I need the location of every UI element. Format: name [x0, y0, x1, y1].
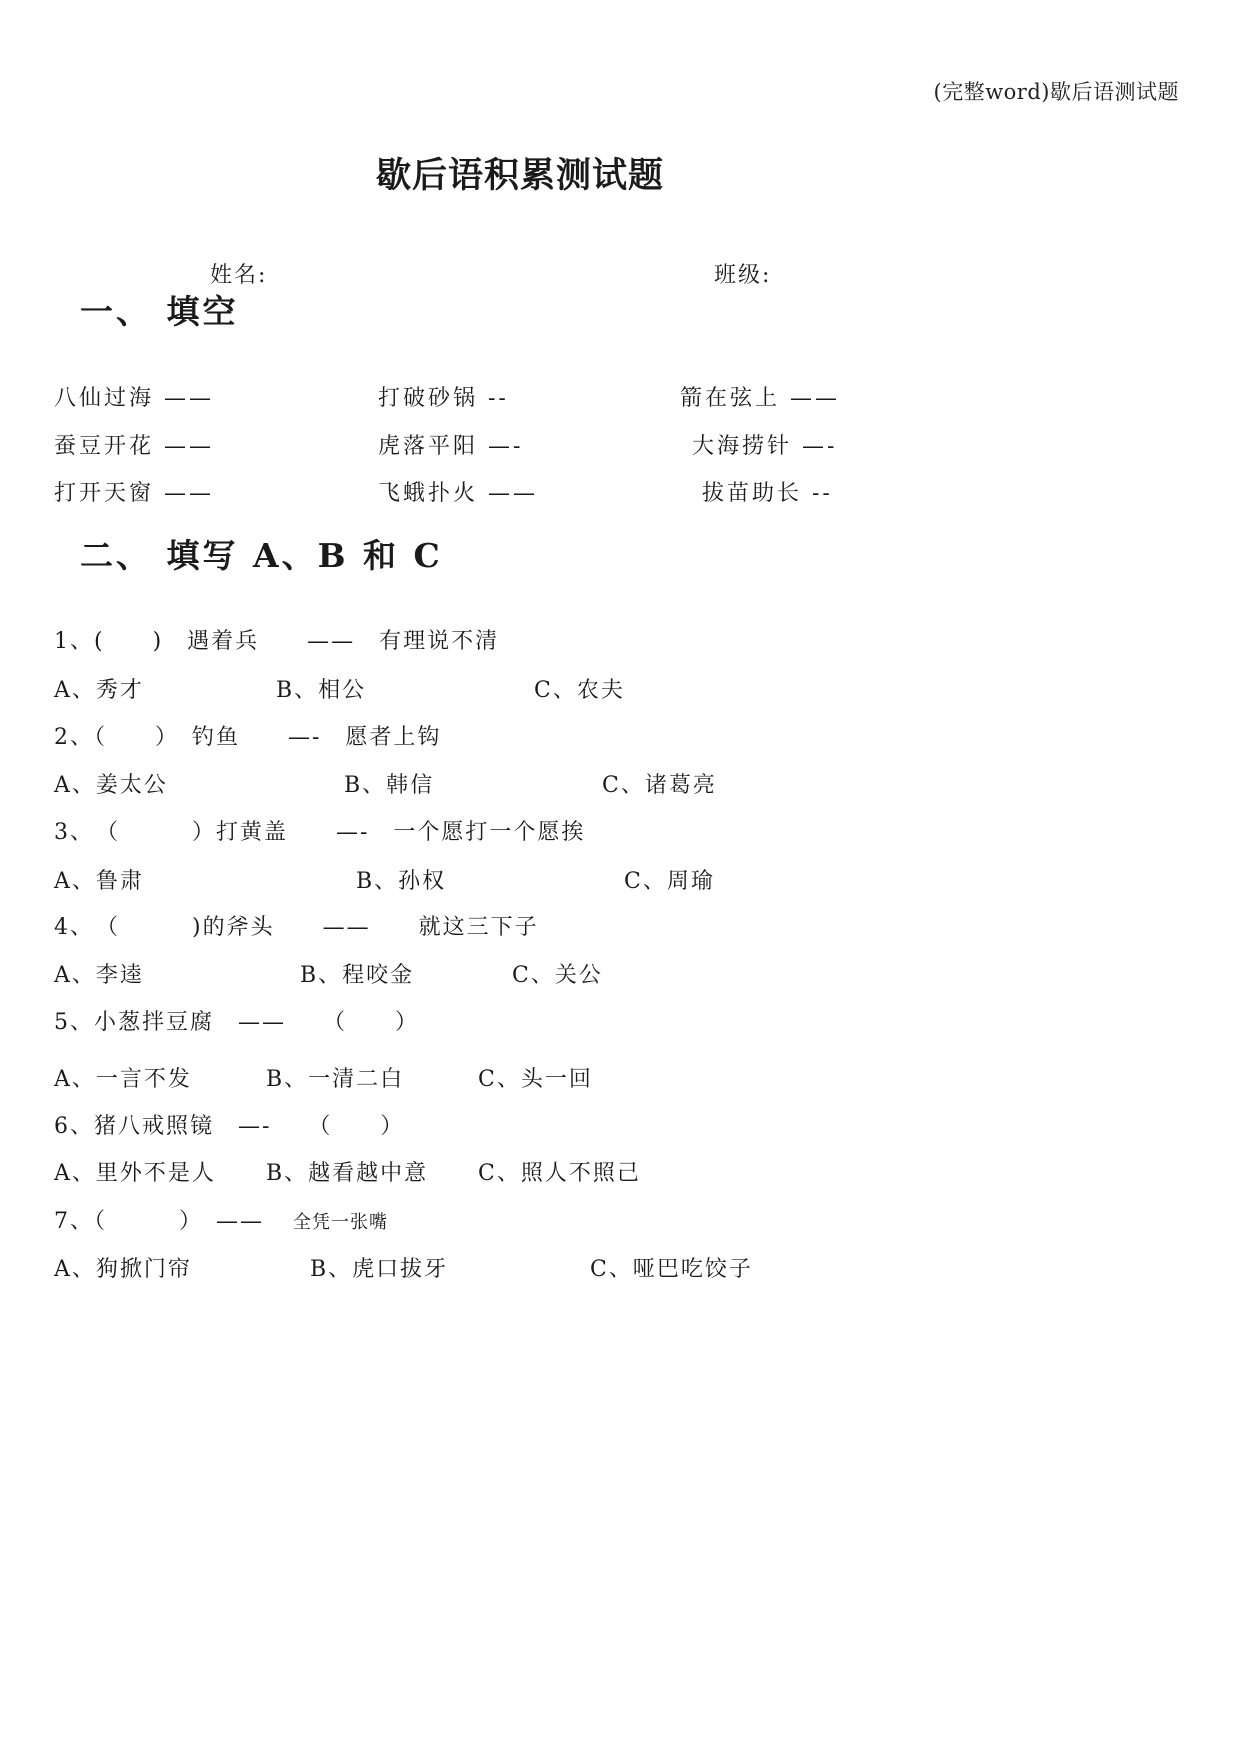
- section-2-heading: 二、 填写 A、B 和 C: [80, 536, 443, 575]
- fill-item: 打破砂锅 --: [378, 386, 509, 411]
- answer-option: A、狗掀门帘: [54, 1257, 192, 1282]
- fill-item: 箭在弦上 ——: [680, 386, 840, 411]
- fill-item: 蚕豆开花 ——: [54, 434, 214, 459]
- answer-option: B、越看越中意: [266, 1161, 429, 1186]
- answer-option: A、鲁肃: [54, 869, 144, 894]
- answer-option: A、姜太公: [54, 773, 168, 798]
- question-stem: 5、小葱拌豆腐 —— （ ）: [54, 1010, 419, 1035]
- question-stem-main: 7、（ ） ——: [54, 1209, 264, 1234]
- answer-option: B、程咬金: [300, 963, 415, 988]
- answer-option: B、一清二白: [266, 1067, 405, 1092]
- fill-item: 大海捞针 —-: [692, 434, 838, 459]
- class-field-label: 班级:: [714, 263, 772, 288]
- section-1-heading: 一、 填空: [80, 292, 239, 331]
- fill-item: 打开天窗 ——: [54, 481, 214, 506]
- question-stem-tail: 全凭一张嘴: [293, 1212, 388, 1233]
- answer-option: B、相公: [276, 678, 367, 703]
- answer-option: C、周瑜: [624, 869, 715, 894]
- answer-option: A、里外不是人: [54, 1161, 216, 1186]
- answer-option: C、哑巴吃饺子: [590, 1257, 753, 1282]
- answer-option: B、孙权: [356, 869, 447, 894]
- answer-option: B、韩信: [344, 773, 435, 798]
- answer-option: B、虎口拔牙: [310, 1257, 449, 1282]
- answer-option: A、秀才: [54, 678, 144, 703]
- question-stem: 1、( ) 遇着兵 —— 有理说不清: [54, 629, 500, 654]
- answer-option: C、诸葛亮: [602, 773, 717, 798]
- question-stem: 4、 （ )的斧头 —— 就这三下子: [54, 915, 539, 940]
- answer-option: C、头一回: [478, 1067, 593, 1092]
- fill-item: 拔苗助长 --: [702, 481, 833, 506]
- fill-item: 八仙过海 ——: [54, 386, 214, 411]
- fill-item: 飞蛾扑火 ——: [378, 481, 538, 506]
- answer-option: C、农夫: [534, 678, 625, 703]
- question-stem: 2、（ ） 钓鱼 —- 愿者上钩: [54, 725, 442, 750]
- name-field-label: 姓名:: [210, 263, 268, 288]
- fill-item: 虎落平阳 —-: [378, 434, 524, 459]
- page-title: 歇后语积累测试题: [375, 155, 664, 196]
- answer-option: C、照人不照己: [478, 1161, 641, 1186]
- answer-option: A、一言不发: [54, 1067, 192, 1092]
- question-stem: [54, 1204, 388, 1235]
- answer-option: C、关公: [512, 963, 603, 988]
- page-header: (完整word)歇后语测试题: [933, 80, 1179, 104]
- answer-option: A、李逵: [54, 963, 144, 988]
- question-stem: 3、 （ ）打黄盖 —- 一个愿打一个愿挨: [54, 820, 586, 845]
- question-stem: 6、猪八戒照镜 —- （ ）: [54, 1114, 405, 1139]
